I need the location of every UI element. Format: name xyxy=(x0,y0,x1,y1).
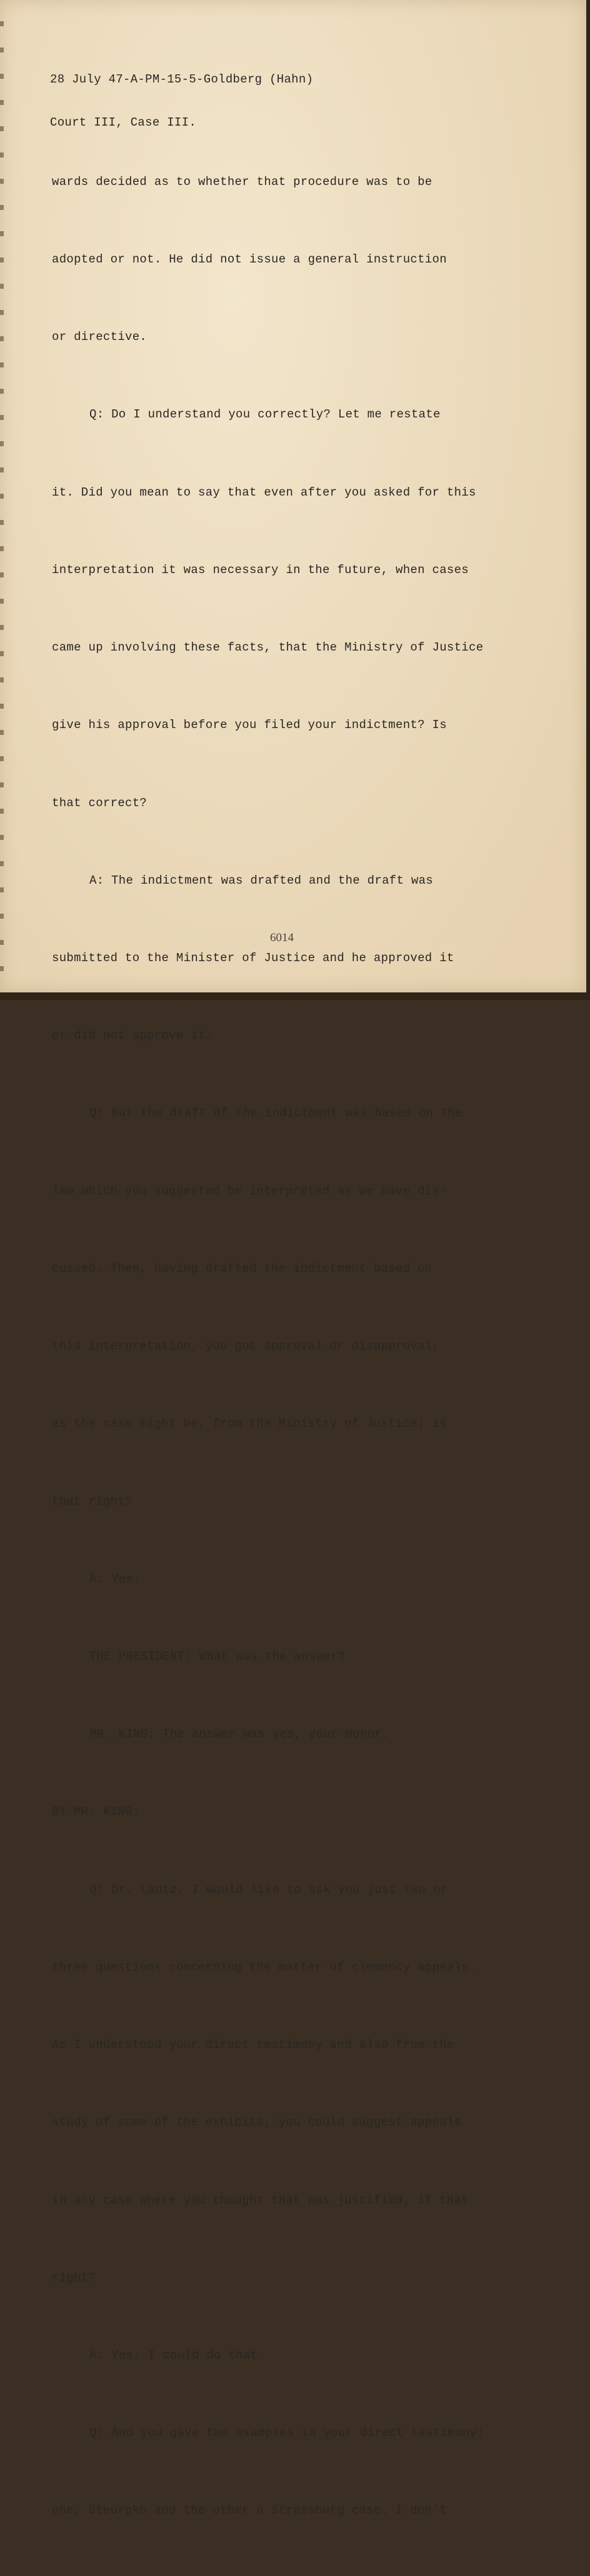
header-line-2: Court III, Case III. xyxy=(50,116,197,129)
speaker-line: THE PRESIDENT: What was the answer? xyxy=(89,1649,346,1664)
answer-line: A: The indictment was drafted and the draft was xyxy=(89,873,433,887)
transcript-line: three questions concerning the matter of clemency appeals. xyxy=(52,1960,476,1974)
transcript-line: this interpretation, you got approval or disapproval, xyxy=(52,1339,440,1354)
transcript-line: study of some of the exhibits, you could suggest appeals xyxy=(52,2115,462,2130)
speaker-line: MR. KING: The answer was yes, your Honor. xyxy=(89,1727,389,1742)
scan-edge-right xyxy=(586,0,590,1000)
transcript-body xyxy=(52,117,484,2576)
header-line-1: 28 July 47-A-PM-15-5-Goldberg (Hahn) xyxy=(50,72,314,86)
transcript-line: wards decided as to whether that procedure was to be xyxy=(52,174,432,189)
page-number: 6014 xyxy=(270,931,294,944)
transcript-line: interpretation it was necessary in the future, when cases xyxy=(52,562,469,577)
transcript-line: in any case where you thought that was justified, if that xyxy=(52,2193,469,2207)
transcript-line: give his approval before you filed your indictment? Is xyxy=(52,718,447,732)
transcript-line: cussed. Then, having drafted the indictment based on xyxy=(52,1261,432,1276)
transcript-line: as the case might be, from the Ministry of Justice; is xyxy=(52,1417,447,1431)
question-line: Q: But the draft of the indictment was based on the xyxy=(89,1106,462,1121)
answer-line: A: Yes. xyxy=(89,1572,141,1586)
examiner-heading: BY MR. KING: xyxy=(52,1805,140,1819)
transcript-line: right? xyxy=(52,2270,96,2285)
question-line: Q: And you gave two examples in your direct testimony: xyxy=(89,2426,484,2440)
transcript-line: or directive. xyxy=(52,330,148,344)
transcript-line: or did not approve it. xyxy=(52,1029,213,1043)
transcript-line: law which you suggested be interpreted as we have dis- xyxy=(52,1184,447,1198)
transcript-line: that correct? xyxy=(52,796,148,810)
question-line: Q: Do I understand you correctly? Let me restate xyxy=(89,407,441,422)
answer-line: A: Yes, I could do that. xyxy=(89,2348,265,2362)
scan-edge-bottom xyxy=(0,992,590,1000)
transcript-line: As I understood your direct testimony and also from the xyxy=(52,2038,454,2052)
transcript-line: came up involving these facts, that the Ministry of Justice xyxy=(52,641,484,655)
transcript-line: one, Steurgkh and the other a Strassburg case. I don't xyxy=(52,2504,447,2518)
binding-edge xyxy=(0,0,4,1000)
transcript-line: that right? xyxy=(52,1494,132,1509)
transcript-line: adopted or not. He did not issue a general instruction xyxy=(52,252,447,267)
question-line: Q: Dr. Lautz, I would like to ask you just two or xyxy=(89,1882,448,1897)
transcript-line: submitted to the Minister of Justice and he approved it xyxy=(52,951,454,965)
transcript-line: it. Did you mean to say that even after you asked for this xyxy=(52,485,476,499)
